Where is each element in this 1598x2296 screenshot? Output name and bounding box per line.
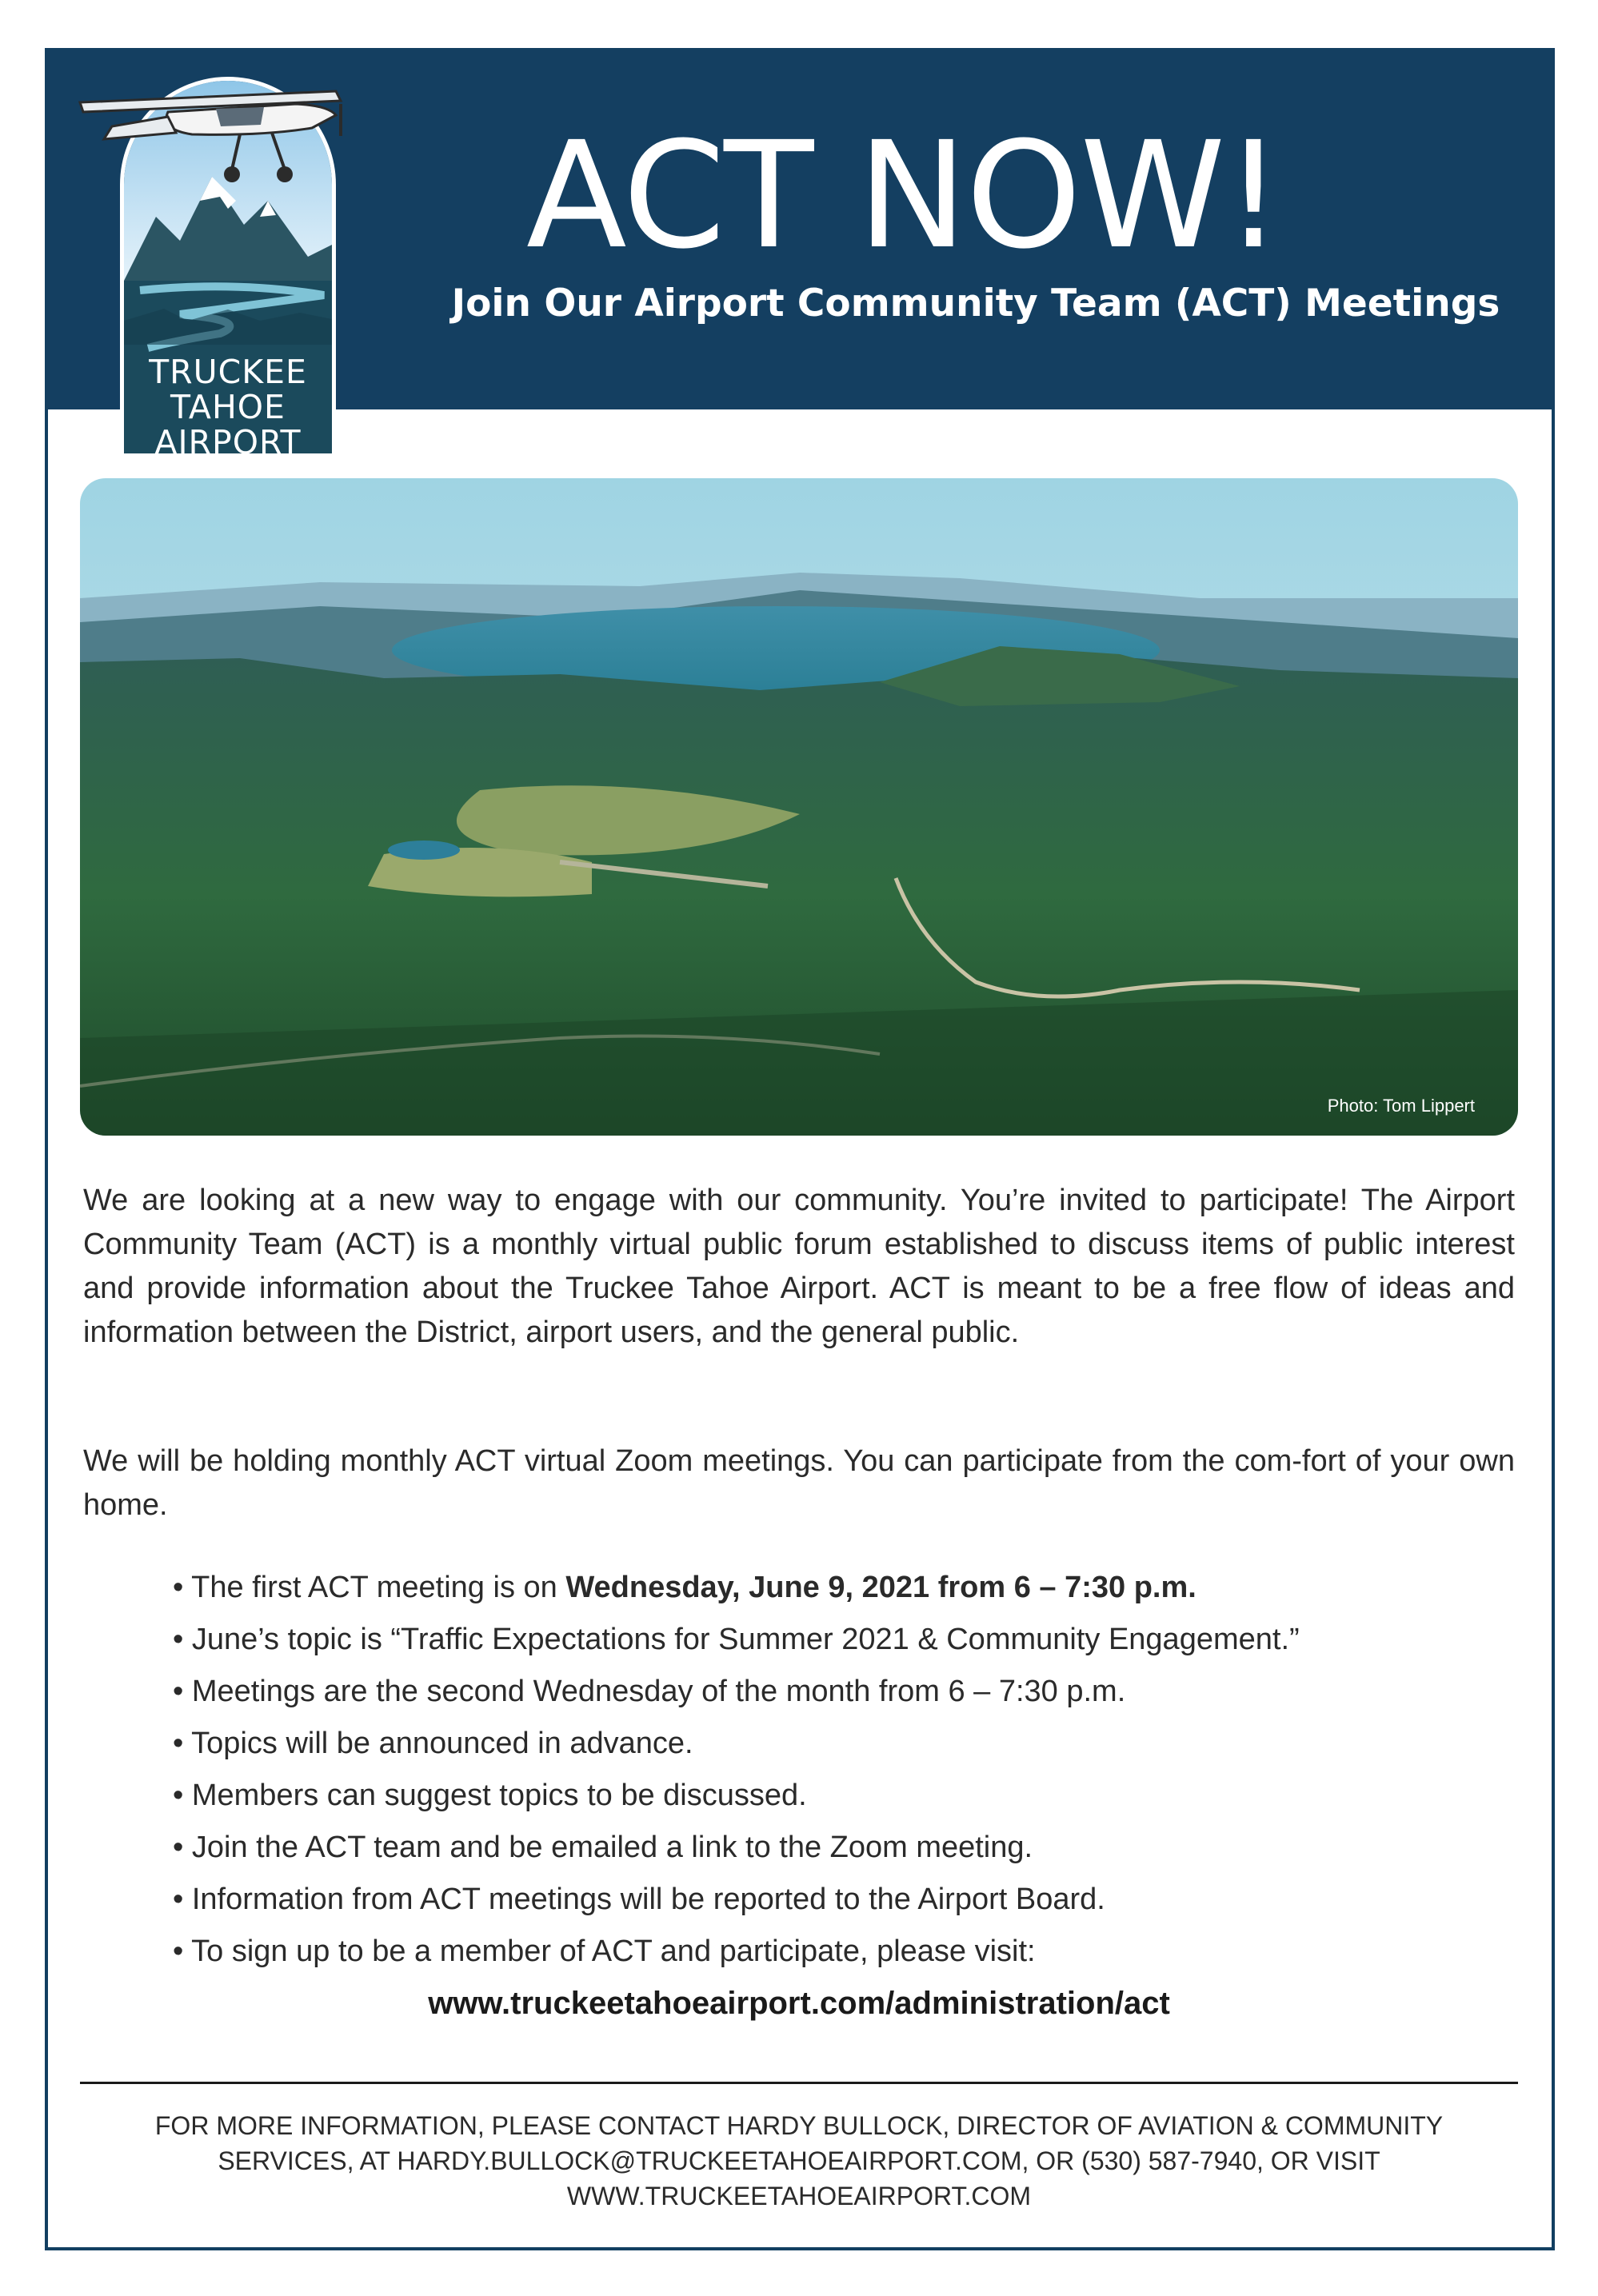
- list-item-text: • The first ACT meeting is on: [173, 1571, 566, 1604]
- page-subtitle: Join Our Airport Community Team (ACT) Meetings: [451, 282, 1500, 325]
- footer-divider: [80, 2082, 1518, 2084]
- logo-text-line1: TRUCKEE: [149, 353, 307, 391]
- list-item: • Topics will be announced in advance.: [173, 1727, 693, 1760]
- logo-text-line2: TAHOE: [170, 388, 286, 426]
- footer-line-1: FOR MORE INFORMATION, PLEASE CONTACT HARDY BULLOCK, DIRECTOR OF AVIATION & COMMUNITY: [154, 2111, 1444, 2140]
- signup-link[interactable]: www.truckeetahoeairport.com/administration/act: [428, 1986, 1170, 2021]
- list-item: • To sign up to be a member of ACT and participate, please visit:: [173, 1935, 1036, 1968]
- page-title: ACT NOW!: [525, 110, 1282, 282]
- aerial-landscape-image: [80, 478, 1518, 1136]
- list-item: • Meetings are the second Wednesday of the month from 6 – 7:30 p.m.: [173, 1675, 1126, 1708]
- footer-website-link[interactable]: WWW.TRUCKEETAHOEAIRPORT.COM: [566, 2182, 1032, 2210]
- aerial-photo: [80, 478, 1518, 1136]
- meeting-date-text: Wednesday, June 9, 2021 from 6 – 7:30 p.m.: [565, 1571, 1197, 1604]
- meeting-details-list: [173, 1562, 1532, 1978]
- contact-footer: [96, 2108, 1502, 2214]
- list-item: • Members can suggest topics to be discussed.: [173, 1779, 807, 1812]
- intro-paragraph-2: We will be holding monthly ACT virtual Zoom meetings. You can participate from the com-fort of your own home.: [83, 1444, 1515, 1522]
- airplane-icon: [72, 80, 360, 200]
- list-item: • Join the ACT team and be emailed a link to the Zoom meeting.: [173, 1831, 1033, 1864]
- list-item: • June’s topic is “Traffic Expectations for Summer 2021 & Community Engagement.”: [173, 1623, 1300, 1656]
- intro-paragraph-1: We are looking at a new way to engage with our community. You’re invited to participate! The Airport Community Team (ACT) is a monthly virtual public forum established to discuss items of public interest and provide information about the Truckee Tahoe Airport. ACT is meant to be a free flow of ideas and information between the District, airport users, and the general public.: [83, 1184, 1515, 1349]
- logo-text-line3: AIRPORT: [154, 423, 302, 457]
- list-item: [173, 1562, 1532, 1614]
- footer-line-2: SERVICES, AT HARDY.BULLOCK@TRUCKEETAHOEAIRPORT.COM, OR (530) 587-7940, OR VISIT: [218, 2146, 1380, 2175]
- photo-credit: Photo: Tom Lippert: [1327, 1096, 1475, 1116]
- list-item: • Information from ACT meetings will be reported to the Airport Board.: [173, 1883, 1105, 1916]
